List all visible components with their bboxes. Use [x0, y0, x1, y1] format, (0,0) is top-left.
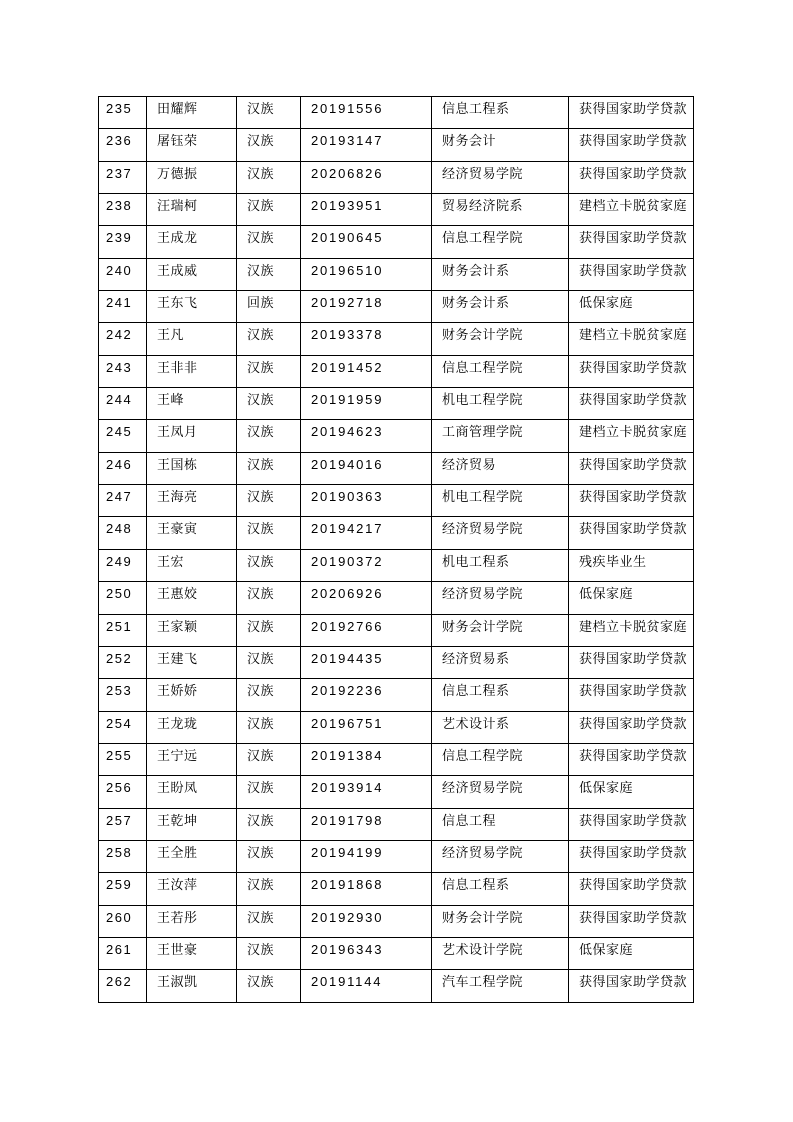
student-name-cell: 王世豪 — [147, 937, 237, 969]
row-number-cell: 237 — [99, 161, 147, 193]
student-name-cell: 王成威 — [147, 258, 237, 290]
student-id-cell: 20194435 — [301, 646, 432, 678]
department-cell: 信息工程系 — [432, 873, 569, 905]
ethnicity-cell: 汉族 — [237, 808, 301, 840]
department-cell: 经济贸易学院 — [432, 840, 569, 872]
row-number-cell: 254 — [99, 711, 147, 743]
aid-status-cell: 获得国家助学贷款 — [569, 517, 694, 549]
department-cell: 财务会计系 — [432, 291, 569, 323]
ethnicity-cell: 汉族 — [237, 97, 301, 129]
department-cell: 财务会计学院 — [432, 323, 569, 355]
student-name-cell: 王国栋 — [147, 452, 237, 484]
table-row — [99, 323, 694, 355]
student-name-cell: 田耀辉 — [147, 97, 237, 129]
aid-status-cell: 获得国家助学贷款 — [569, 97, 694, 129]
aid-status-cell: 获得国家助学贷款 — [569, 258, 694, 290]
table-row — [99, 679, 694, 711]
table-row — [99, 161, 694, 193]
row-number-cell: 239 — [99, 226, 147, 258]
table-row — [99, 452, 694, 484]
row-number-cell: 242 — [99, 323, 147, 355]
department-cell: 经济贸易系 — [432, 646, 569, 678]
department-cell: 信息工程 — [432, 808, 569, 840]
aid-status-cell: 低保家庭 — [569, 582, 694, 614]
student-id-cell: 20193378 — [301, 323, 432, 355]
row-number-cell: 260 — [99, 905, 147, 937]
department-cell: 经济贸易学院 — [432, 517, 569, 549]
table-row — [99, 129, 694, 161]
ethnicity-cell: 汉族 — [237, 743, 301, 775]
aid-status-cell: 获得国家助学贷款 — [569, 388, 694, 420]
department-cell: 机电工程系 — [432, 549, 569, 581]
ethnicity-cell: 汉族 — [237, 873, 301, 905]
ethnicity-cell: 汉族 — [237, 420, 301, 452]
student-name-cell: 王全胜 — [147, 840, 237, 872]
student-name-cell: 王凤月 — [147, 420, 237, 452]
row-number-cell: 245 — [99, 420, 147, 452]
aid-status-cell: 获得国家助学贷款 — [569, 808, 694, 840]
ethnicity-cell: 汉族 — [237, 582, 301, 614]
department-cell: 财务会计 — [432, 129, 569, 161]
student-name-cell: 王娇娇 — [147, 679, 237, 711]
aid-status-cell: 获得国家助学贷款 — [569, 679, 694, 711]
student-id-cell: 20206826 — [301, 161, 432, 193]
department-cell: 汽车工程学院 — [432, 970, 569, 1003]
student-name-cell: 王建飞 — [147, 646, 237, 678]
row-number-cell: 248 — [99, 517, 147, 549]
aid-status-cell: 获得国家助学贷款 — [569, 873, 694, 905]
student-name-cell: 王乾坤 — [147, 808, 237, 840]
student-id-cell: 20191959 — [301, 388, 432, 420]
student-name-cell: 王家颖 — [147, 614, 237, 646]
table-row — [99, 840, 694, 872]
aid-status-cell: 建档立卡脱贫家庭 — [569, 323, 694, 355]
table-row — [99, 970, 694, 1003]
aid-status-cell: 获得国家助学贷款 — [569, 452, 694, 484]
department-cell: 信息工程学院 — [432, 355, 569, 387]
table-row — [99, 355, 694, 387]
aid-status-cell: 低保家庭 — [569, 937, 694, 969]
department-cell: 工商管理学院 — [432, 420, 569, 452]
student-id-cell: 20196343 — [301, 937, 432, 969]
department-cell: 经济贸易学院 — [432, 161, 569, 193]
row-number-cell: 259 — [99, 873, 147, 905]
table-row — [99, 776, 694, 808]
student-name-cell: 王海亮 — [147, 485, 237, 517]
table-row — [99, 388, 694, 420]
department-cell: 财务会计学院 — [432, 905, 569, 937]
row-number-cell: 236 — [99, 129, 147, 161]
student-id-cell: 20193914 — [301, 776, 432, 808]
student-name-cell: 屠钰荣 — [147, 129, 237, 161]
student-id-cell: 20190372 — [301, 549, 432, 581]
ethnicity-cell: 汉族 — [237, 452, 301, 484]
row-number-cell: 258 — [99, 840, 147, 872]
student-id-cell: 20191384 — [301, 743, 432, 775]
department-cell: 信息工程学院 — [432, 226, 569, 258]
table-row — [99, 873, 694, 905]
aid-status-cell: 获得国家助学贷款 — [569, 485, 694, 517]
department-cell: 财务会计系 — [432, 258, 569, 290]
student-id-cell: 20194199 — [301, 840, 432, 872]
row-number-cell: 249 — [99, 549, 147, 581]
row-number-cell: 257 — [99, 808, 147, 840]
student-name-cell: 王淑凯 — [147, 970, 237, 1003]
row-number-cell: 262 — [99, 970, 147, 1003]
department-cell: 艺术设计系 — [432, 711, 569, 743]
ethnicity-cell: 汉族 — [237, 776, 301, 808]
aid-status-cell: 获得国家助学贷款 — [569, 840, 694, 872]
aid-status-cell: 建档立卡脱贫家庭 — [569, 420, 694, 452]
student-name-cell: 王宁远 — [147, 743, 237, 775]
student-id-cell: 20191452 — [301, 355, 432, 387]
ethnicity-cell: 汉族 — [237, 194, 301, 226]
student-name-cell: 王宏 — [147, 549, 237, 581]
aid-status-cell: 获得国家助学贷款 — [569, 743, 694, 775]
ethnicity-cell: 汉族 — [237, 646, 301, 678]
ethnicity-cell: 汉族 — [237, 840, 301, 872]
department-cell: 财务会计学院 — [432, 614, 569, 646]
student-id-cell: 20192766 — [301, 614, 432, 646]
row-number-cell: 250 — [99, 582, 147, 614]
student-id-cell: 20191868 — [301, 873, 432, 905]
row-number-cell: 261 — [99, 937, 147, 969]
student-id-cell: 20192236 — [301, 679, 432, 711]
ethnicity-cell: 汉族 — [237, 258, 301, 290]
aid-status-cell: 残疾毕业生 — [569, 549, 694, 581]
aid-status-cell: 获得国家助学贷款 — [569, 646, 694, 678]
table-row — [99, 937, 694, 969]
table-row — [99, 97, 694, 129]
row-number-cell: 255 — [99, 743, 147, 775]
department-cell: 经济贸易学院 — [432, 776, 569, 808]
table-row — [99, 258, 694, 290]
row-number-cell: 238 — [99, 194, 147, 226]
student-name-cell: 汪瑞柯 — [147, 194, 237, 226]
ethnicity-cell: 汉族 — [237, 711, 301, 743]
ethnicity-cell: 汉族 — [237, 905, 301, 937]
table-row — [99, 808, 694, 840]
student-id-cell: 20196510 — [301, 258, 432, 290]
table-body — [99, 97, 694, 1003]
row-number-cell: 243 — [99, 355, 147, 387]
ethnicity-cell: 汉族 — [237, 614, 301, 646]
ethnicity-cell: 汉族 — [237, 355, 301, 387]
student-name-cell: 王成龙 — [147, 226, 237, 258]
aid-status-cell: 建档立卡脱贫家庭 — [569, 194, 694, 226]
ethnicity-cell: 汉族 — [237, 679, 301, 711]
student-name-cell: 王汝萍 — [147, 873, 237, 905]
student-id-cell: 20206926 — [301, 582, 432, 614]
department-cell: 贸易经济院系 — [432, 194, 569, 226]
student-id-cell: 20193147 — [301, 129, 432, 161]
student-id-cell: 20194217 — [301, 517, 432, 549]
department-cell: 机电工程学院 — [432, 388, 569, 420]
row-number-cell: 241 — [99, 291, 147, 323]
table-row — [99, 711, 694, 743]
table-row — [99, 582, 694, 614]
student-name-cell: 王盼凤 — [147, 776, 237, 808]
aid-status-cell: 获得国家助学贷款 — [569, 355, 694, 387]
ethnicity-cell: 汉族 — [237, 517, 301, 549]
student-id-cell: 20191144 — [301, 970, 432, 1003]
student-name-cell: 王龙珑 — [147, 711, 237, 743]
student-name-cell: 王豪寅 — [147, 517, 237, 549]
student-id-cell: 20192718 — [301, 291, 432, 323]
table-row — [99, 646, 694, 678]
department-cell: 机电工程学院 — [432, 485, 569, 517]
table-row — [99, 194, 694, 226]
student-name-cell: 王若彤 — [147, 905, 237, 937]
aid-status-cell: 获得国家助学贷款 — [569, 711, 694, 743]
ethnicity-cell: 汉族 — [237, 388, 301, 420]
table-row — [99, 743, 694, 775]
aid-status-cell: 获得国家助学贷款 — [569, 970, 694, 1003]
ethnicity-cell: 汉族 — [237, 226, 301, 258]
department-cell: 信息工程系 — [432, 679, 569, 711]
department-cell: 信息工程学院 — [432, 743, 569, 775]
table-row — [99, 226, 694, 258]
aid-status-cell: 获得国家助学贷款 — [569, 226, 694, 258]
row-number-cell: 246 — [99, 452, 147, 484]
department-cell: 信息工程系 — [432, 97, 569, 129]
row-number-cell: 256 — [99, 776, 147, 808]
student-id-cell: 20190363 — [301, 485, 432, 517]
table-row — [99, 614, 694, 646]
aid-status-cell: 获得国家助学贷款 — [569, 129, 694, 161]
row-number-cell: 252 — [99, 646, 147, 678]
student-id-cell: 20191556 — [301, 97, 432, 129]
student-name-cell: 王峰 — [147, 388, 237, 420]
student-id-cell: 20192930 — [301, 905, 432, 937]
table-row — [99, 905, 694, 937]
student-name-cell: 王非非 — [147, 355, 237, 387]
row-number-cell: 251 — [99, 614, 147, 646]
aid-status-cell: 获得国家助学贷款 — [569, 905, 694, 937]
ethnicity-cell: 汉族 — [237, 323, 301, 355]
student-id-cell: 20196751 — [301, 711, 432, 743]
ethnicity-cell: 汉族 — [237, 970, 301, 1003]
aid-status-cell: 获得国家助学贷款 — [569, 161, 694, 193]
row-number-cell: 240 — [99, 258, 147, 290]
student-id-cell: 20194016 — [301, 452, 432, 484]
row-number-cell: 247 — [99, 485, 147, 517]
department-cell: 经济贸易 — [432, 452, 569, 484]
ethnicity-cell: 回族 — [237, 291, 301, 323]
row-number-cell: 253 — [99, 679, 147, 711]
department-cell: 艺术设计学院 — [432, 937, 569, 969]
student-id-cell: 20190645 — [301, 226, 432, 258]
aid-status-cell: 低保家庭 — [569, 776, 694, 808]
table-row — [99, 549, 694, 581]
ethnicity-cell: 汉族 — [237, 549, 301, 581]
ethnicity-cell: 汉族 — [237, 485, 301, 517]
ethnicity-cell: 汉族 — [237, 937, 301, 969]
student-name-cell: 万德振 — [147, 161, 237, 193]
table-row — [99, 485, 694, 517]
table-row — [99, 291, 694, 323]
student-aid-table — [98, 96, 694, 1003]
student-name-cell: 王凡 — [147, 323, 237, 355]
row-number-cell: 244 — [99, 388, 147, 420]
table-row — [99, 420, 694, 452]
row-number-cell: 235 — [99, 97, 147, 129]
table-row — [99, 517, 694, 549]
student-name-cell: 王惠姣 — [147, 582, 237, 614]
ethnicity-cell: 汉族 — [237, 129, 301, 161]
student-id-cell: 20193951 — [301, 194, 432, 226]
student-id-cell: 20194623 — [301, 420, 432, 452]
student-id-cell: 20191798 — [301, 808, 432, 840]
aid-status-cell: 低保家庭 — [569, 291, 694, 323]
ethnicity-cell: 汉族 — [237, 161, 301, 193]
department-cell: 经济贸易学院 — [432, 582, 569, 614]
student-name-cell: 王东飞 — [147, 291, 237, 323]
aid-status-cell: 建档立卡脱贫家庭 — [569, 614, 694, 646]
